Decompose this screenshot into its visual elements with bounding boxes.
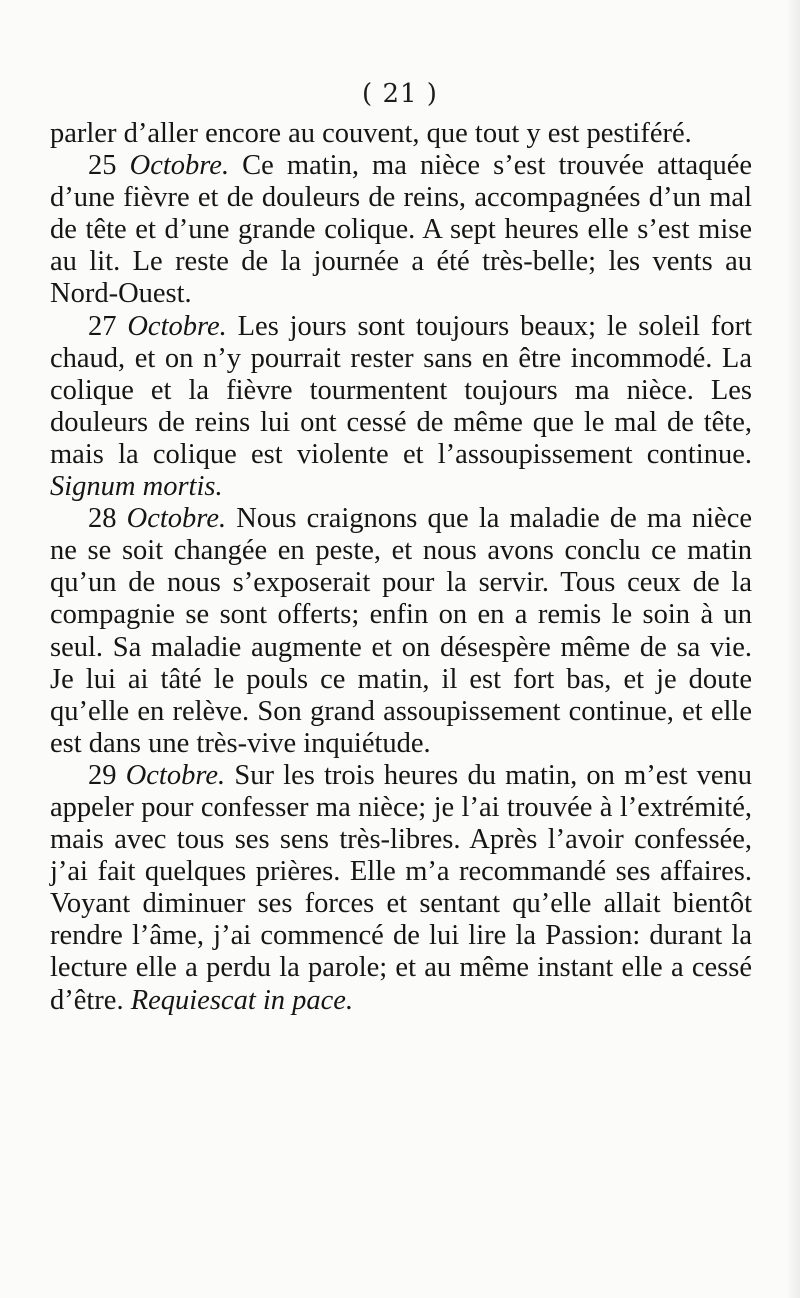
entry-date-month: Octobre. (126, 503, 227, 535)
latin-phrase: Signum mortis. (50, 471, 223, 503)
page-edge-shadow (786, 0, 800, 1298)
entry-text: Ce matin, ma nièce s’est trouvée attaquée d’une fièvre et de douleurs de reins, accompagnées d’un mal de tête et d’une grande colique. A sept heures elle s’est mise au lit. Le reste de la journée a été très-belle; les vents au Nord-Ouest. (50, 150, 753, 310)
diary-entry-28-october (50, 503, 752, 760)
entry-date-month: Octobre. (127, 310, 227, 342)
diary-entry-29-october (50, 760, 752, 1017)
latin-phrase: Requiescat in pace. (130, 984, 354, 1016)
entry-date-number: 28 (88, 503, 117, 535)
entry-text: Les jours sont toujours beaux; le soleil fort chaud, et on n’y pourrait rester sans en être incommodé. La colique et la fièvre tourmentent toujours ma nièce. Les douleurs de reins lui ont cessé de même que le mal de tête, mais la colique est violente et l’assoupissement continue. (50, 310, 753, 470)
page-number: ( 21 ) (362, 79, 438, 109)
entry-date-month: Octobre. (125, 759, 226, 791)
entry-text: Sur les trois heures du matin, on m’est venu appeler pour confesser ma nièce; je l’ai trouvée à l’extrémité, mais avec tous ses sens très-libres. Après l’avoir confessée, j’ai fait quelques prières. Elle m’a recommandé ses affaires. Voyant diminuer ses forces et sentant qu’elle allait bientôt rendre l’âme, j’ai commencé de lui lire la Passion: durant la lecture elle a perdu la parole; et au même instant elle a cessé d’être. (50, 759, 753, 1016)
diary-entry-25-october (50, 150, 752, 310)
paragraph-continuation (50, 118, 752, 150)
page-body-text (50, 118, 752, 1017)
diary-entry-27-october (50, 311, 752, 504)
paragraph-text: parler d’aller encore au couvent, que tout y est pestiféré. (50, 118, 692, 149)
entry-date-month: Octobre. (129, 150, 230, 182)
entry-date-number: 29 (88, 759, 117, 791)
entry-date-number: 27 (88, 310, 117, 342)
entry-text: Nous craignons que la maladie de ma nièce ne se soit changée en peste, et nous avons conclu ce matin qu’un de nous s’exposerait pour la servir. Tous ceux de la compagnie se sont offerts; enfin on en a remis le soin à un seul. Sa maladie augmente et on désespère même de sa vie. Je lui ai tâté le pouls ce matin, il est fort bas, et je doute qu’elle en relève. Son grand assoupissement continue, et elle est dans une très-vive inquiétude. (50, 503, 753, 759)
entry-date-number: 25 (88, 150, 117, 182)
